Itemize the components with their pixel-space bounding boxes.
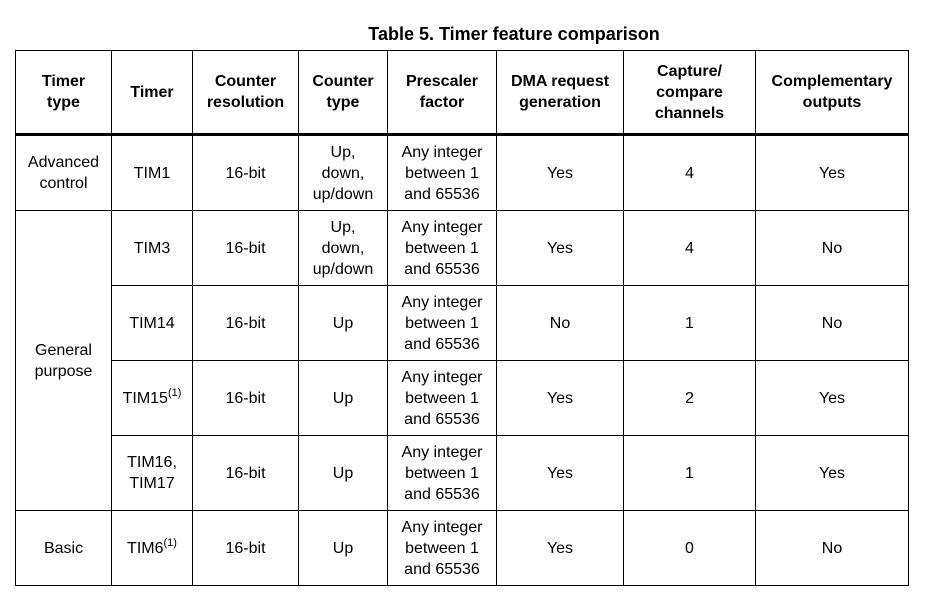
footnote-ref: (1) bbox=[167, 386, 182, 399]
dma-cell: Yes bbox=[497, 361, 624, 436]
table-row bbox=[16, 361, 909, 436]
prescaler-cell: Any integer between 1 and 65536 bbox=[388, 286, 497, 361]
channels-cell: 0 bbox=[624, 511, 756, 586]
dma-cell: Yes bbox=[497, 436, 624, 511]
timer-name: TIM1 bbox=[133, 164, 171, 182]
header-timer-type: Timer type bbox=[16, 51, 112, 135]
resolution-cell: 16-bit bbox=[193, 286, 299, 361]
header-counter-type: Counter type bbox=[299, 51, 388, 135]
group-basic: Basic bbox=[16, 511, 112, 586]
timer-name: TIM3 bbox=[133, 239, 171, 257]
counter-type-cell: Up bbox=[299, 436, 388, 511]
timer-name: TIM15 bbox=[122, 389, 168, 407]
header-prescaler-factor: Prescaler factor bbox=[388, 51, 497, 135]
counter-type-cell: Up, down, up/down bbox=[299, 135, 388, 211]
counter-type-cell: Up bbox=[299, 286, 388, 361]
timer-cell bbox=[112, 211, 193, 286]
table-row bbox=[16, 286, 909, 361]
footnote-ref: (1) bbox=[163, 536, 177, 549]
complementary-cell: No bbox=[756, 211, 909, 286]
table-row bbox=[16, 511, 909, 586]
channels-cell: 4 bbox=[624, 211, 756, 286]
complementary-cell: No bbox=[756, 511, 909, 586]
resolution-cell: 16-bit bbox=[193, 135, 299, 211]
channels-cell: 1 bbox=[624, 436, 756, 511]
group-general-purpose: General purpose bbox=[16, 211, 112, 511]
dma-cell: Yes bbox=[497, 211, 624, 286]
table-row bbox=[16, 211, 909, 286]
timer-cell bbox=[112, 511, 193, 586]
timer-name: TIM14 bbox=[129, 314, 175, 332]
timer-cell bbox=[112, 361, 193, 436]
channels-cell: 4 bbox=[624, 135, 756, 211]
header-row bbox=[16, 51, 909, 135]
dma-cell: Yes bbox=[497, 511, 624, 586]
dma-cell: No bbox=[497, 286, 624, 361]
table-title: Table 5. Timer feature comparison bbox=[368, 24, 660, 44]
group-advanced-control: Advanced control bbox=[16, 135, 112, 211]
counter-type-cell: Up, down, up/down bbox=[299, 211, 388, 286]
resolution-cell: 16-bit bbox=[193, 211, 299, 286]
complementary-cell: Yes bbox=[756, 436, 909, 511]
table-row bbox=[16, 135, 909, 211]
timer-name: TIM16, TIM17 bbox=[127, 454, 177, 492]
channels-cell: 1 bbox=[624, 286, 756, 361]
dma-cell: Yes bbox=[497, 135, 624, 211]
resolution-cell: 16-bit bbox=[193, 511, 299, 586]
counter-type-cell: Up bbox=[299, 361, 388, 436]
timer-cell bbox=[112, 135, 193, 211]
header-counter-resolution: Counter resolution bbox=[193, 51, 299, 135]
complementary-cell: Yes bbox=[756, 135, 909, 211]
prescaler-cell: Any integer between 1 and 65536 bbox=[388, 436, 497, 511]
prescaler-cell: Any integer between 1 and 65536 bbox=[388, 211, 497, 286]
timer-name: TIM6 bbox=[127, 539, 164, 557]
complementary-cell: Yes bbox=[756, 361, 909, 436]
table-row bbox=[16, 436, 909, 511]
header-capture-compare: Capture/ compare channels bbox=[624, 51, 756, 135]
resolution-cell: 16-bit bbox=[193, 436, 299, 511]
channels-cell: 2 bbox=[624, 361, 756, 436]
counter-type-cell: Up bbox=[299, 511, 388, 586]
header-complementary-outputs: Complementary outputs bbox=[756, 51, 909, 135]
complementary-cell: No bbox=[756, 286, 909, 361]
header-dma-request: DMA request generation bbox=[497, 51, 624, 135]
prescaler-cell: Any integer between 1 and 65536 bbox=[388, 361, 497, 436]
timer-comparison-table bbox=[15, 50, 909, 586]
resolution-cell: 16-bit bbox=[193, 361, 299, 436]
timer-cell bbox=[112, 436, 193, 511]
prescaler-cell: Any integer between 1 and 65536 bbox=[388, 135, 497, 211]
prescaler-cell: Any integer between 1 and 65536 bbox=[388, 511, 497, 586]
header-timer: Timer bbox=[112, 51, 193, 135]
timer-cell bbox=[112, 286, 193, 361]
